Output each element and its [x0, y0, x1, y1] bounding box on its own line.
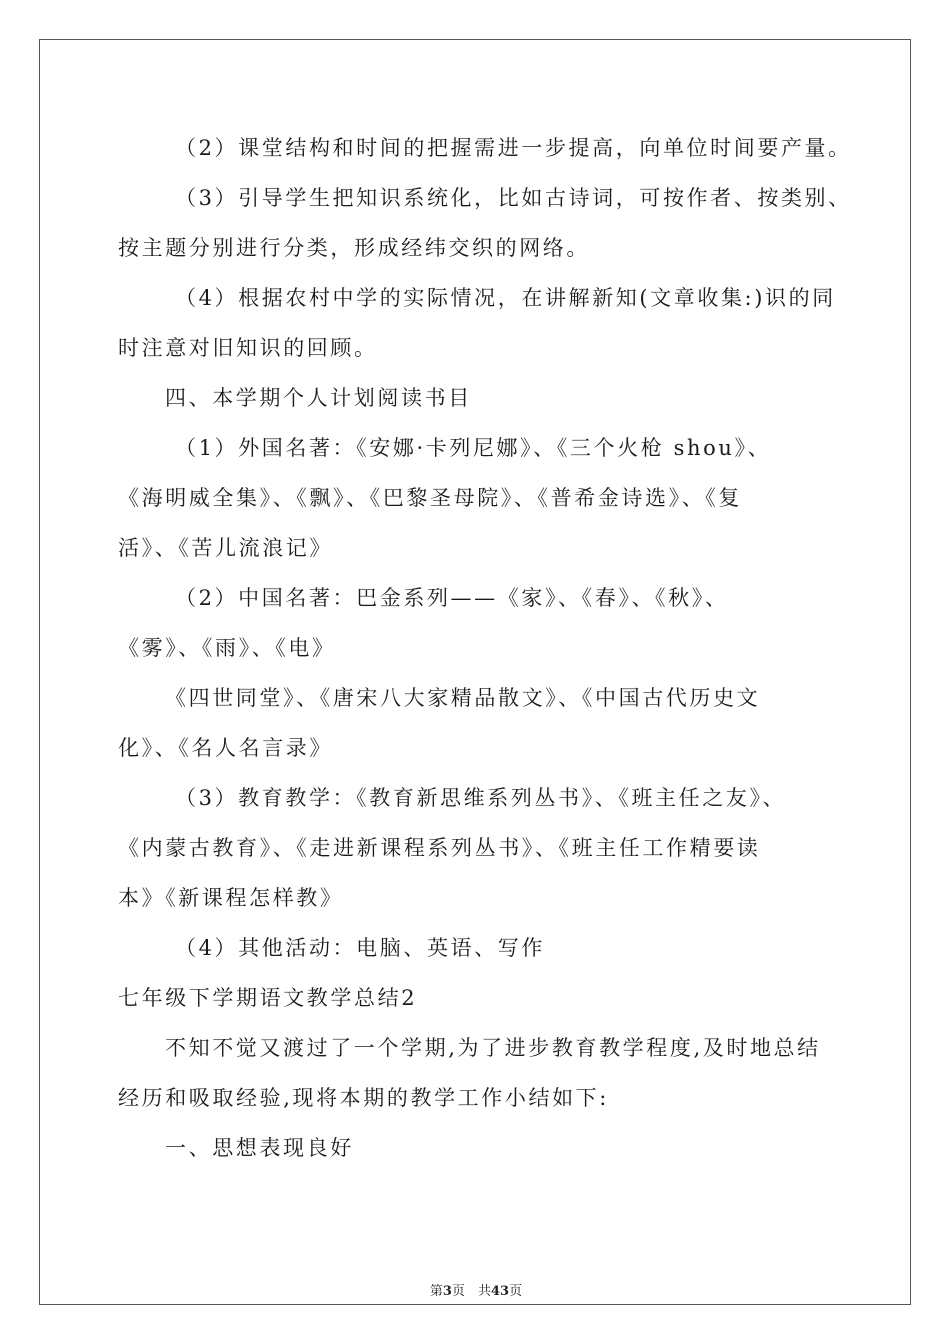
text-line: 不知不觉又渡过了一个学期,为了进步教育教学程度,及时地总结	[165, 1036, 821, 1060]
text-line: （3）引导学生把知识系统化，比如古诗词，可按作者、按类别、	[175, 186, 852, 210]
text-line: （4）根据农村中学的实际情况，在讲解新知(文章收集:)识的同	[175, 286, 836, 310]
text-line: 活》、《苦儿流浪记》	[118, 536, 333, 560]
page-current: 3	[442, 1284, 452, 1299]
document-title: 七年级下学期语文教学总结2	[118, 986, 418, 1010]
page-label-mid: 页 共	[451, 1284, 491, 1299]
text-line: （4）其他活动：电脑、英语、写作	[175, 936, 545, 960]
page-label-prefix: 第	[429, 1284, 443, 1299]
text-line: 《四世同堂》、《唐宋八大家精品散文》、《中国古代历史文	[165, 686, 761, 710]
text-line: 《雾》、《雨》、《电》	[118, 636, 336, 660]
text-line: （1）外国名著：《安娜·卡列尼娜》、《三个火枪 shou》、	[175, 436, 772, 460]
page-label-suffix: 页	[509, 1284, 523, 1299]
text-line: 《内蒙古教育》、《走进新课程系列丛书》、《班主任工作精要读	[118, 836, 761, 860]
text-line: 经历和吸取经验,现将本期的教学工作小结如下:	[118, 1086, 609, 1110]
text-line: 化》、《名人名言录》	[118, 736, 333, 760]
text-line: （3）教育教学：《教育新思维系列丛书》、《班主任之友》、	[175, 786, 787, 810]
text-line: 时注意对旧知识的回顾。	[118, 336, 378, 360]
text-line: （2）课堂结构和时间的把握需进一步提高，向单位时间要产量。	[175, 136, 852, 160]
text-line: 按主题分别进行分类，形成经纬交织的网络。	[118, 236, 590, 260]
page-total: 43	[490, 1284, 510, 1299]
text-line: 本》《新课程怎样教》	[118, 886, 344, 910]
text-line: 《海明威全集》、《飘》、《巴黎圣母院》、《普希金诗选》、《复	[118, 486, 742, 510]
text-line: （2）中国名著：巴金系列——《家》、《春》、《秋》、	[175, 586, 729, 610]
section-heading: 一、思想表现良好	[165, 1136, 354, 1160]
section-heading: 四、本学期个人计划阅读书目	[165, 386, 472, 410]
page-frame	[39, 39, 911, 1305]
page-footer	[40, 1283, 912, 1301]
